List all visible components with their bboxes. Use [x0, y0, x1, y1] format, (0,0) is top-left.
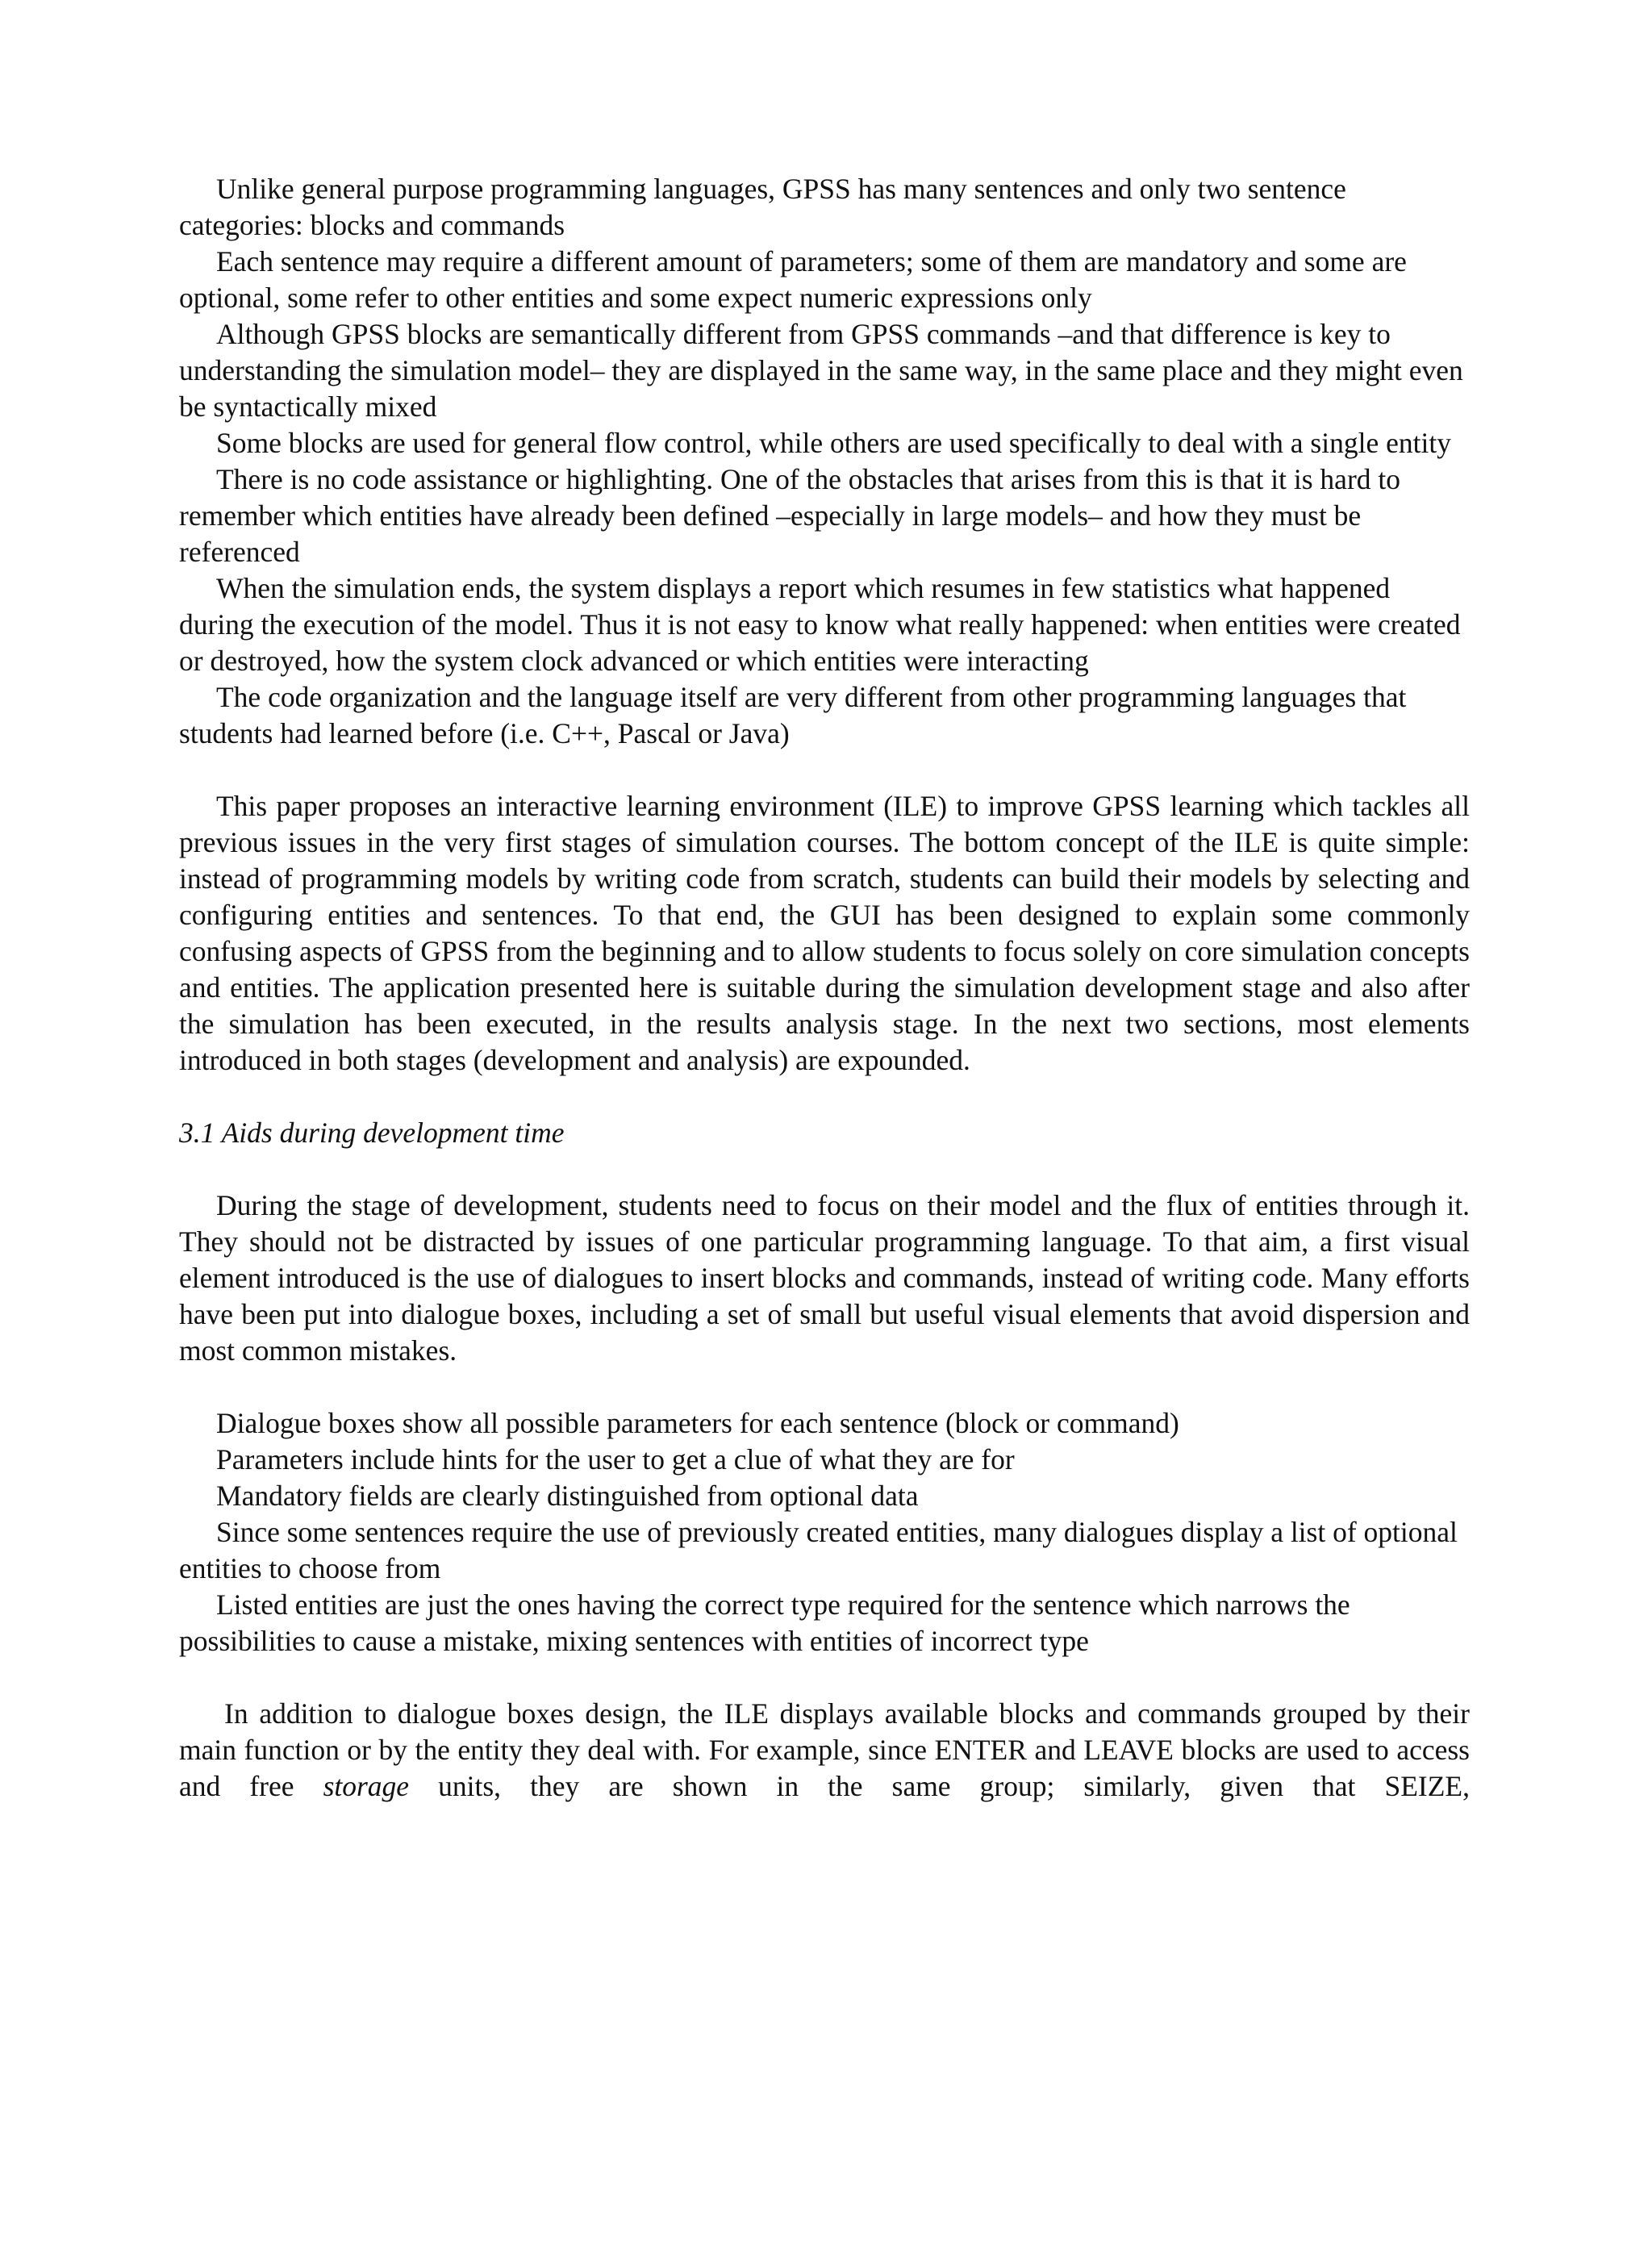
development-paragraph: During the stage of development, students need to focus on their model and the flux of entities through it. They should not be distracted by issues of one particular programming language. To that aim, a first visual element introduced is the use of dialogues to insert blocks and commands, instead of writing code. Many efforts have been put into dialogue boxes, including a set of small but useful visual elements that avoid dispersion and most common mistakes.	[179, 1189, 1470, 1367]
issues-list	[179, 171, 1470, 752]
list-item: Mandatory fields are clearly distinguished from optional data	[216, 1480, 919, 1512]
list-item: When the simulation ends, the system displays a report which resumes in few statistics what happened during the execution of the model. Thus it is not easy to know what really happened: when entities were created or destroyed, how the system clock advanced or which entities were interacting	[179, 572, 1461, 677]
paragraph-text: In addition to dialogue boxes design, the ILE displays available blocks and commands grouped by their main function or by the entity they deal with. For example, since ENTER and LEAVE blocks are used to access and free	[179, 1697, 1470, 1802]
list-item: The code organization and the language itself are very different from other programming languages that students had learned before (i.e. C++, Pascal or Java)	[179, 681, 1407, 749]
list-item: Since some sentences require the use of previously created entities, many dialogues display a list of optional entities to choose from	[179, 1516, 1458, 1584]
grouping-paragraph	[179, 1696, 1470, 1805]
list-item: Listed entities are just the ones having the correct type required for the sentence which narrows the possibilities to cause a mistake, mixing sentences with entities of incorrect type	[179, 1588, 1350, 1657]
intro-paragraph: This paper proposes an interactive learning environment (ILE) to improve GPSS learning which tackles all previous issues in the very first stages of simulation courses. The bottom concept of the ILE is quite simple: instead of programming models by writing code from scratch, students can build their models by selecting and configuring entities and sentences. To that end, the GUI has been designed to explain some commonly confusing aspects of GPSS from the beginning and to allow students to focus solely on core simulation concepts and entities. The application presented here is suitable during the simulation development stage and also after the simulation has been executed, in the results analysis stage. In the next two sections, most elements introduced in both stages (development and analysis) are expounded.	[179, 790, 1470, 1076]
spacer	[179, 752, 1470, 788]
list-item: Dialogue boxes show all possible parameters for each sentence (block or command)	[216, 1407, 1179, 1439]
spacer	[179, 1659, 1470, 1696]
list-item: There is no code assistance or highlighting. One of the obstacles that arises from this is that it is hard to remember which entities have already been defined –especially in large models– and how they must be referenced	[179, 463, 1400, 568]
document-page	[179, 171, 1470, 1805]
list-item: Unlike general purpose programming languages, GPSS has many sentences and only two sentence categories: blocks and commands	[179, 173, 1346, 241]
list-item: Parameters include hints for the user to get a clue of what they are for	[216, 1443, 1015, 1476]
section-heading: 3.1 Aids during development time	[179, 1117, 565, 1149]
paragraph-text: units, they are shown in the same group; similarly, given that SEIZE,	[409, 1770, 1470, 1802]
dialogue-features-list	[179, 1405, 1470, 1659]
list-item: Some blocks are used for general flow control, while others are used specifically to deal with a single entity	[216, 427, 1451, 459]
spacer	[179, 1151, 1470, 1188]
spacer	[179, 1079, 1470, 1115]
spacer	[179, 1369, 1470, 1405]
list-item: Each sentence may require a different amount of parameters; some of them are mandatory and some are optional, some refer to other entities and some expect numeric expressions only	[179, 245, 1407, 314]
emphasized-word: storage	[323, 1770, 410, 1802]
list-item: Although GPSS blocks are semantically different from GPSS commands –and that difference is key to understanding the simulation model– they are displayed in the same way, in the same place and they might even be syntactically mixed	[179, 318, 1463, 423]
